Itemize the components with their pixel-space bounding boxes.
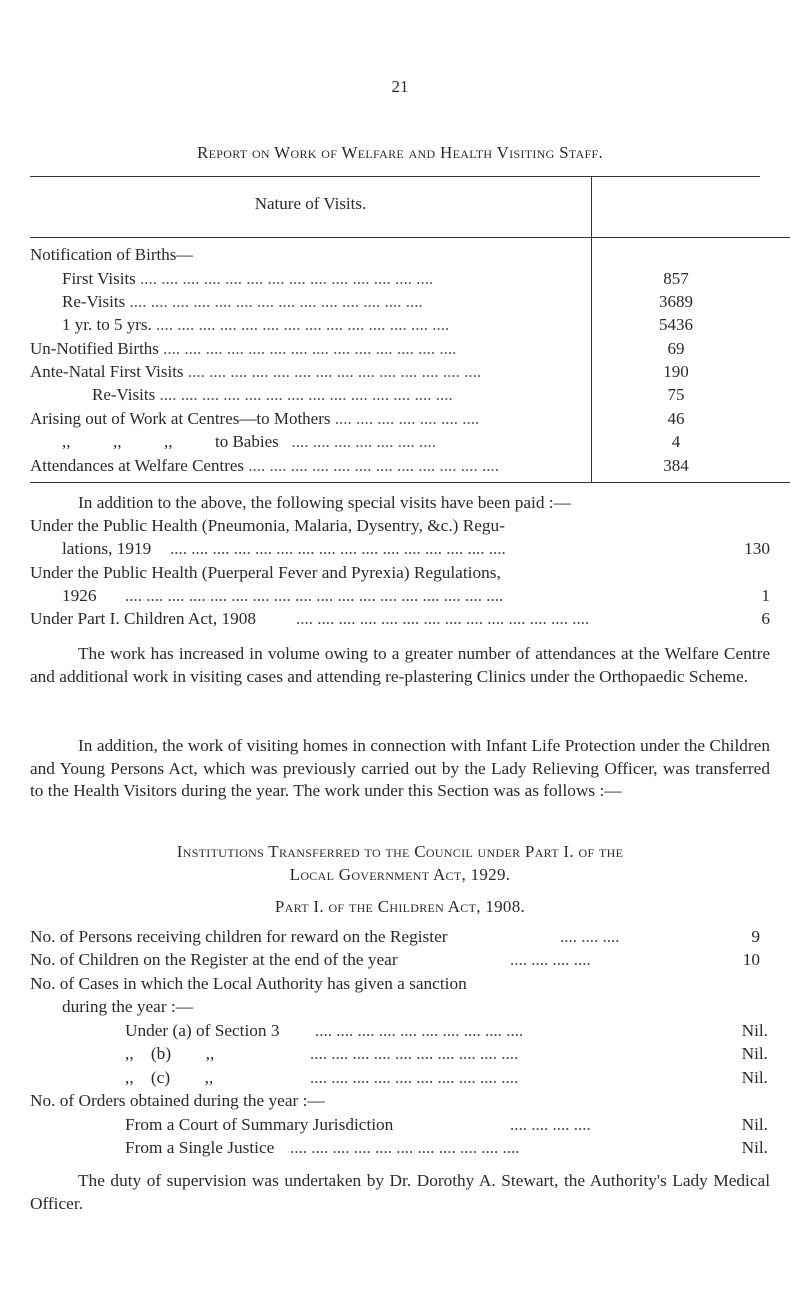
table-row: First Visits .... .... .... .... .... .... .... .... .... .... .... .... .... .... 857 [62,269,689,288]
section-heading: Institutions Transferred to the Council under Part I. of the [176,842,624,861]
table-row: ,, ,, ,, to Babies .... .... .... .... .... .... .... 4 [62,432,681,451]
table-row: Notification of Births— [30,245,194,264]
sanction-value: Nil. [741,1044,768,1063]
special-visit-item: Under the Public Health (Pneumonia, Malaria, Dysentry, &c.) Regu- [30,516,505,535]
report-title: Report on Work of Welfare and Health Visiting Staff. [196,143,604,162]
sanction-row: Under (a) of Section 3 [125,1021,280,1040]
table-row: Re-Visits .... .... .... .... .... .... .... .... .... .... .... .... .... .... 75 [92,385,685,404]
persons-label: No. of Persons receiving children for reward on the Register [30,927,448,946]
dot-leader: .... .... .... .... [510,1115,591,1134]
persons-value: 9 [751,927,760,946]
sanction-row: ,, (c) ,, [125,1068,214,1087]
dot-leader: .... .... .... .... .... .... .... .... .... .... [310,1044,519,1063]
table-row: Un-Notified Births .... .... .... .... .... .... .... .... .... .... .... .... .... .... 69 [30,339,685,358]
table-row: 1 yr. to 5 yrs. .... .... .... .... .... .... .... .... .... .... .... .... .... .... 5436 [62,315,693,334]
subheading: Part I. of the Children Act, 1908. [274,897,526,916]
table-row: Ante-Natal First Visits .... .... .... .... .... .... .... .... .... .... .... .... .... .... 190 [30,362,689,381]
special-visit-value: 130 [744,539,770,558]
special-visit-item: Under the Public Health (Puerperal Fever and Pyrexia) Regulations, [30,563,501,582]
paragraph-infant-life-protection: In addition, the work of visiting homes in connection with Infant Life Protection under the Children and Young Persons Act, which was previously carried out by the Lady Relieving Officer, was transferred to the Health Visitors during the year. The work under this Section was as follows :— [30,736,770,800]
dot-leader: .... .... .... .... .... .... .... .... .... .... [315,1021,524,1040]
special-visits-intro: In addition to the above, the following special visits have been paid :— [78,493,571,512]
special-visit-item: Under Part I. Children Act, 1908 [30,609,257,628]
dot-leader: .... .... .... .... .... .... .... .... .... .... .... .... .... .... .... .... .... .... [125,586,504,605]
table-bottom-rule [30,482,790,483]
cases-label-cont: during the year :— [62,997,194,1016]
page-number: 21 [391,77,409,96]
dot-leader: .... .... .... .... .... .... .... .... .... .... .... .... .... .... [296,609,590,628]
order-row: From a Single Justice [125,1138,275,1157]
special-visit-item-cont: 1926 [62,586,97,605]
sanction-value: Nil. [741,1068,768,1087]
closing-paragraph: The duty of supervision was undertaken by Dr. Dorothy A. Stewart, the Authority's Lady Medical Officer. [30,1171,770,1213]
sanction-value: Nil. [741,1021,768,1040]
orders-label: No. of Orders obtained during the year :— [30,1091,325,1110]
section-heading-cont: Local Government Act, 1929. [289,865,511,884]
table-top-rule [30,176,760,177]
special-visit-item-cont: lations, 1919 [62,539,152,558]
special-visit-value: 1 [761,586,770,605]
paragraph-work-increase: The work has increased in volume owing to a greater number of attendances at the Welfare Centre and additional work in visiting cases and attending re-plastering Clinics under the Orthopaedic Scheme. [30,644,770,686]
dot-leader: .... .... .... .... .... .... .... .... .... .... .... .... .... .... .... .... [170,539,506,558]
dot-leader: .... .... .... .... .... .... .... .... .... .... .... [290,1138,520,1157]
sanction-row: ,, (b) ,, [125,1044,215,1063]
table-row: Arising out of Work at Centres—to Mothers .... .... .... .... .... .... .... 46 [30,409,685,428]
special-visit-value: 6 [761,609,770,628]
cases-label: No. of Cases in which the Local Authority has given a sanction [30,974,467,993]
dot-leader: .... .... .... .... .... .... .... .... .... .... [310,1068,519,1087]
dot-leader: .... .... .... [560,927,620,946]
table-header-rule [30,237,790,238]
order-value: Nil. [741,1115,768,1134]
dot-leader: .... .... .... .... [510,950,591,969]
order-value: Nil. [741,1138,768,1157]
table-column-header: Nature of Visits. [254,194,367,213]
children-value: 10 [742,950,760,969]
table-row: Attendances at Welfare Centres .... .... .... .... .... .... .... .... .... .... .... .... 384 [30,456,689,475]
order-row: From a Court of Summary Jurisdiction [125,1115,394,1134]
children-label: No. of Children on the Register at the end of the year [30,950,398,969]
table-row: Re-Visits .... .... .... .... .... .... .... .... .... .... .... .... .... .... 3689 [62,292,693,311]
